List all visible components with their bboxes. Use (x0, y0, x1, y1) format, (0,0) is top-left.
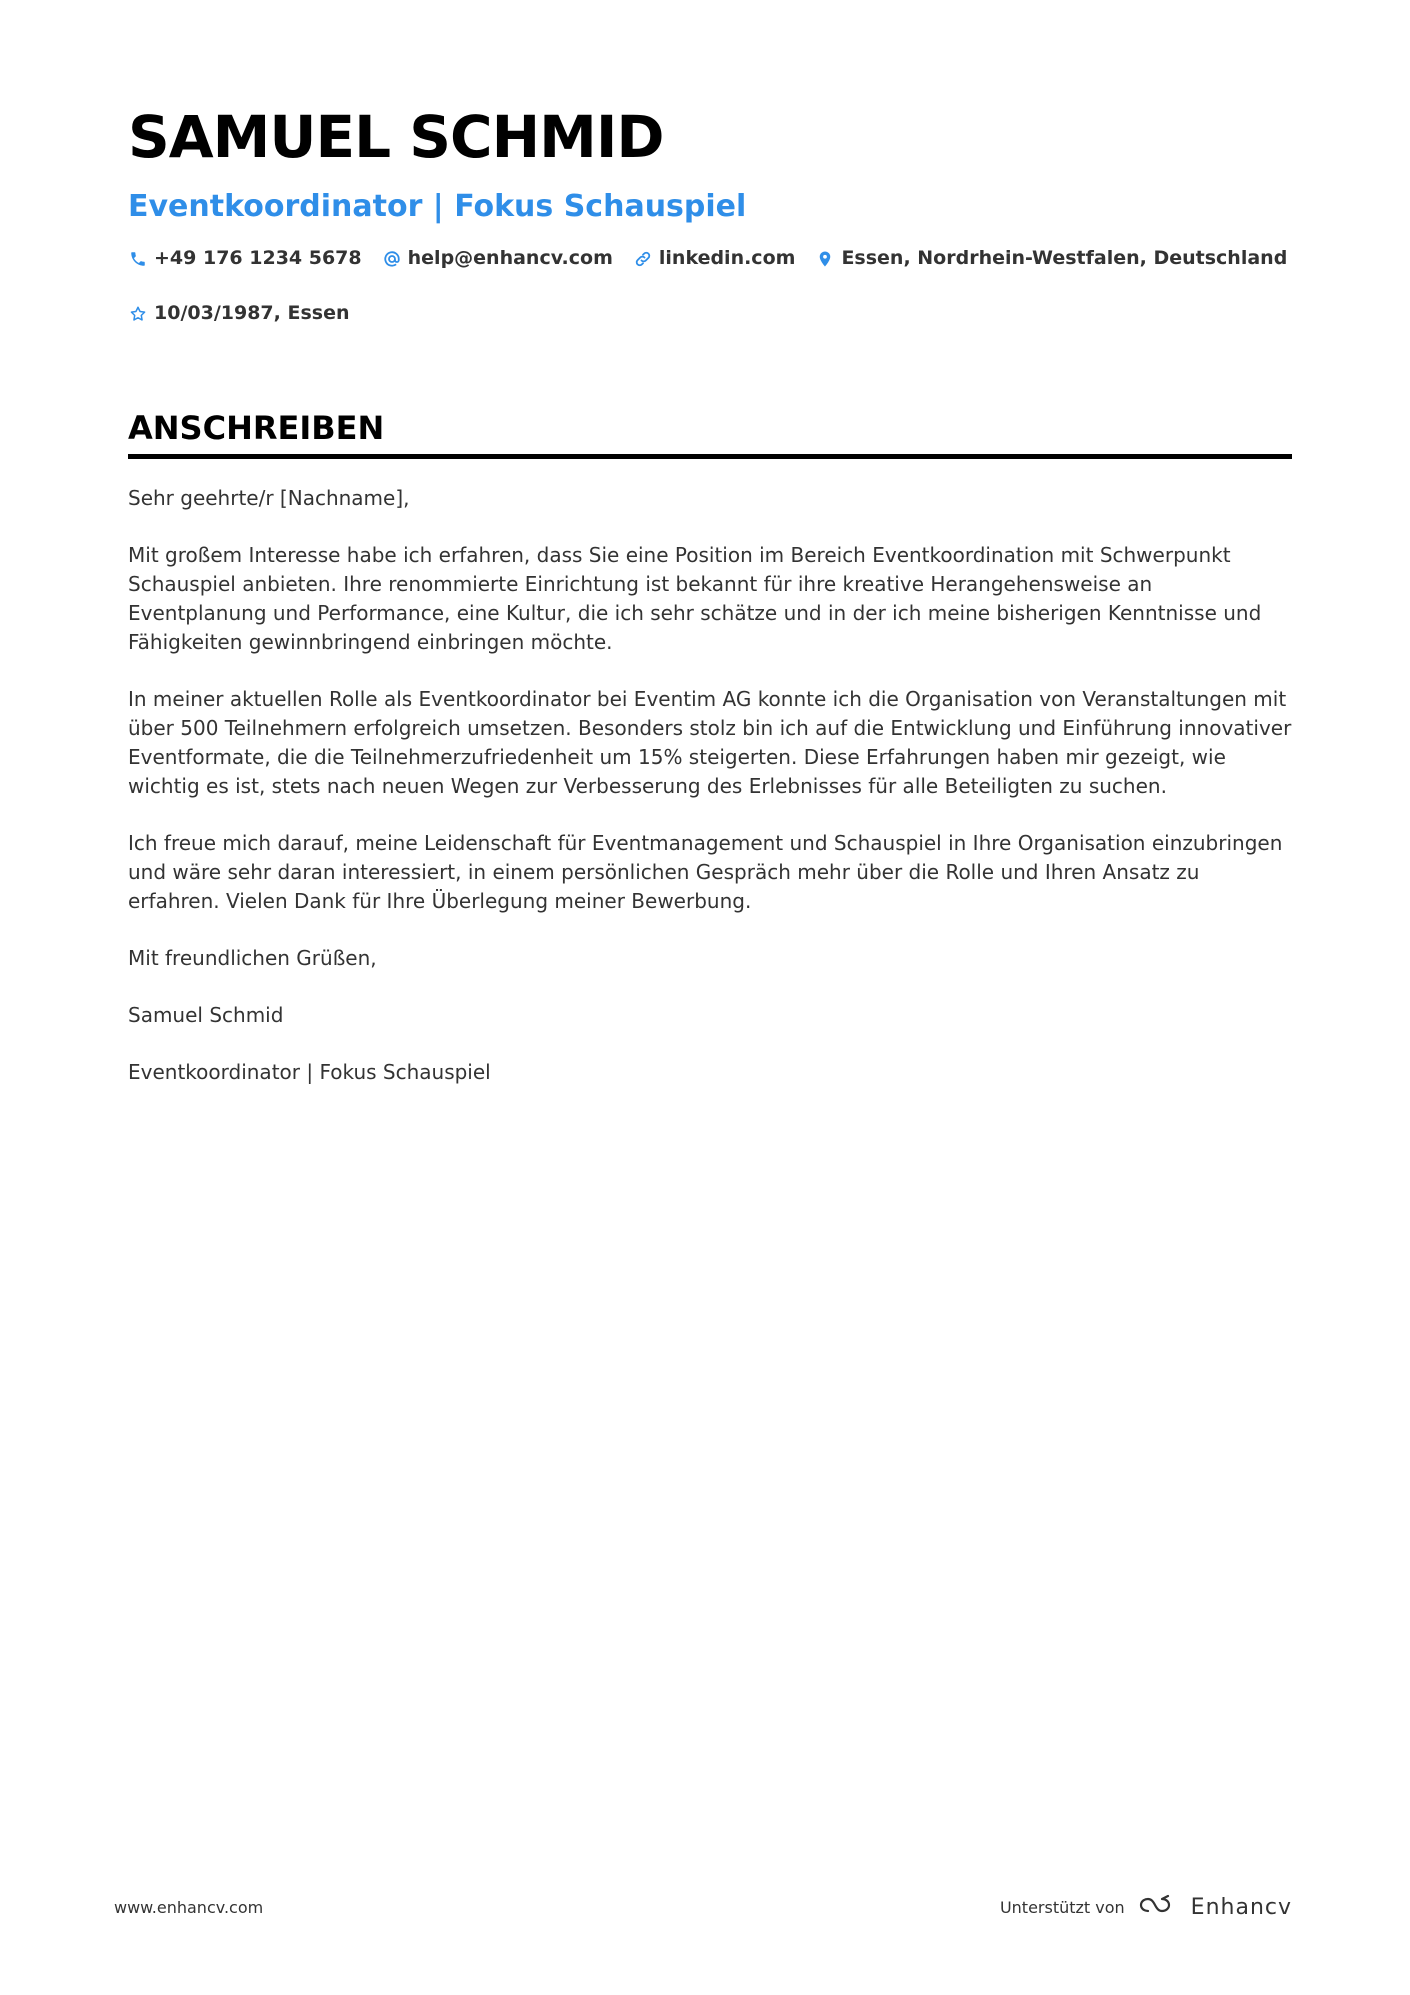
contact-list (128, 247, 1292, 325)
letter-paragraph: Mit großem Interesse habe ich erfahren, dass Sie eine Position im Bereich Eventkoordination mit Schwerpunkt Schauspiel anbieten. Ihre renommierte Einrichtung ist bekannt für ihre kreative Herangehensweise an Eventplanung und Performance, eine Kultur, die ich sehr schätze und in der ich meine bisherigen Kenntnisse und Fähigkeiten gewinnbringend einbringen möchte. (128, 543, 1262, 654)
letter-signature-title: Eventkoordinator | Fokus Schauspiel (128, 1060, 491, 1084)
powered-by-label: Unterstützt von (999, 1897, 1125, 1917)
footer-powered-by[interactable] (1000, 1892, 1292, 1922)
cover-letter-section-header (128, 409, 1292, 459)
candidate-name: SAMUEL SCHMID (128, 103, 664, 171)
letter-body (128, 484, 1292, 1115)
footer-website[interactable]: www.enhancv.com (114, 1898, 264, 1917)
enhancv-logo-icon (1135, 1892, 1181, 1922)
star-icon (128, 304, 148, 324)
letter-paragraph: Ich freue mich darauf, meine Leidenschaft für Eventmanagement und Schauspiel in Ihre Organisation einzubringen und wäre sehr daran interessiert, in einem persönlichen Gespräch mehr über die Rolle und Ihren Ansatz zu erfahren. Vielen Dank für Ihre Überlegung meiner Bewerbung. (128, 831, 1283, 913)
letter-salutation: Sehr geehrte/r [Nachname], (128, 486, 410, 510)
contact-email (382, 247, 613, 270)
contact-phone-text: +49 176 1234 5678 (154, 247, 362, 269)
link-icon (633, 249, 653, 269)
contact-linkedin-text: linkedin.com (658, 247, 796, 269)
letter-paragraph: In meiner aktuellen Rolle als Eventkoordinator bei Eventim AG konnte ich die Organisation von Veranstaltungen mit über 500 Teilnehmern erfolgreich umsetzen. Besonders stolz bin ich auf die Entwicklung und Einführung innovativer Eventformate, die die Teilnehmerzufriedenheit um 15% steigerten. Diese Erfahrungen haben mir gezeigt, wie wichtig es ist, stets nach neuen Wegen zur Verbesserung des Erlebnisses für alle Beteiligten zu suchen. (128, 687, 1292, 798)
location-icon (815, 249, 835, 269)
brand-name: Enhancv (1190, 1894, 1292, 1920)
contact-location-text: Essen, Nordrhein-Westfalen, Deutschland (841, 247, 1288, 269)
candidate-title: Eventkoordinator | Fokus Schauspiel (128, 189, 747, 224)
at-icon (382, 249, 402, 269)
section-divider (128, 454, 1292, 459)
contact-location (815, 247, 1287, 270)
contact-birth-text: 10/03/1987, Essen (154, 302, 350, 324)
letter-signature-name: Samuel Schmid (128, 1003, 284, 1027)
phone-icon (128, 249, 148, 269)
contact-birth (128, 302, 349, 325)
section-title: ANSCHREIBEN (128, 409, 385, 447)
contact-linkedin (633, 247, 796, 270)
header (128, 103, 1292, 325)
contact-phone (128, 247, 362, 270)
contact-email-text: help@enhancv.com (407, 247, 613, 269)
letter-closing: Mit freundlichen Grüßen, (128, 946, 377, 970)
